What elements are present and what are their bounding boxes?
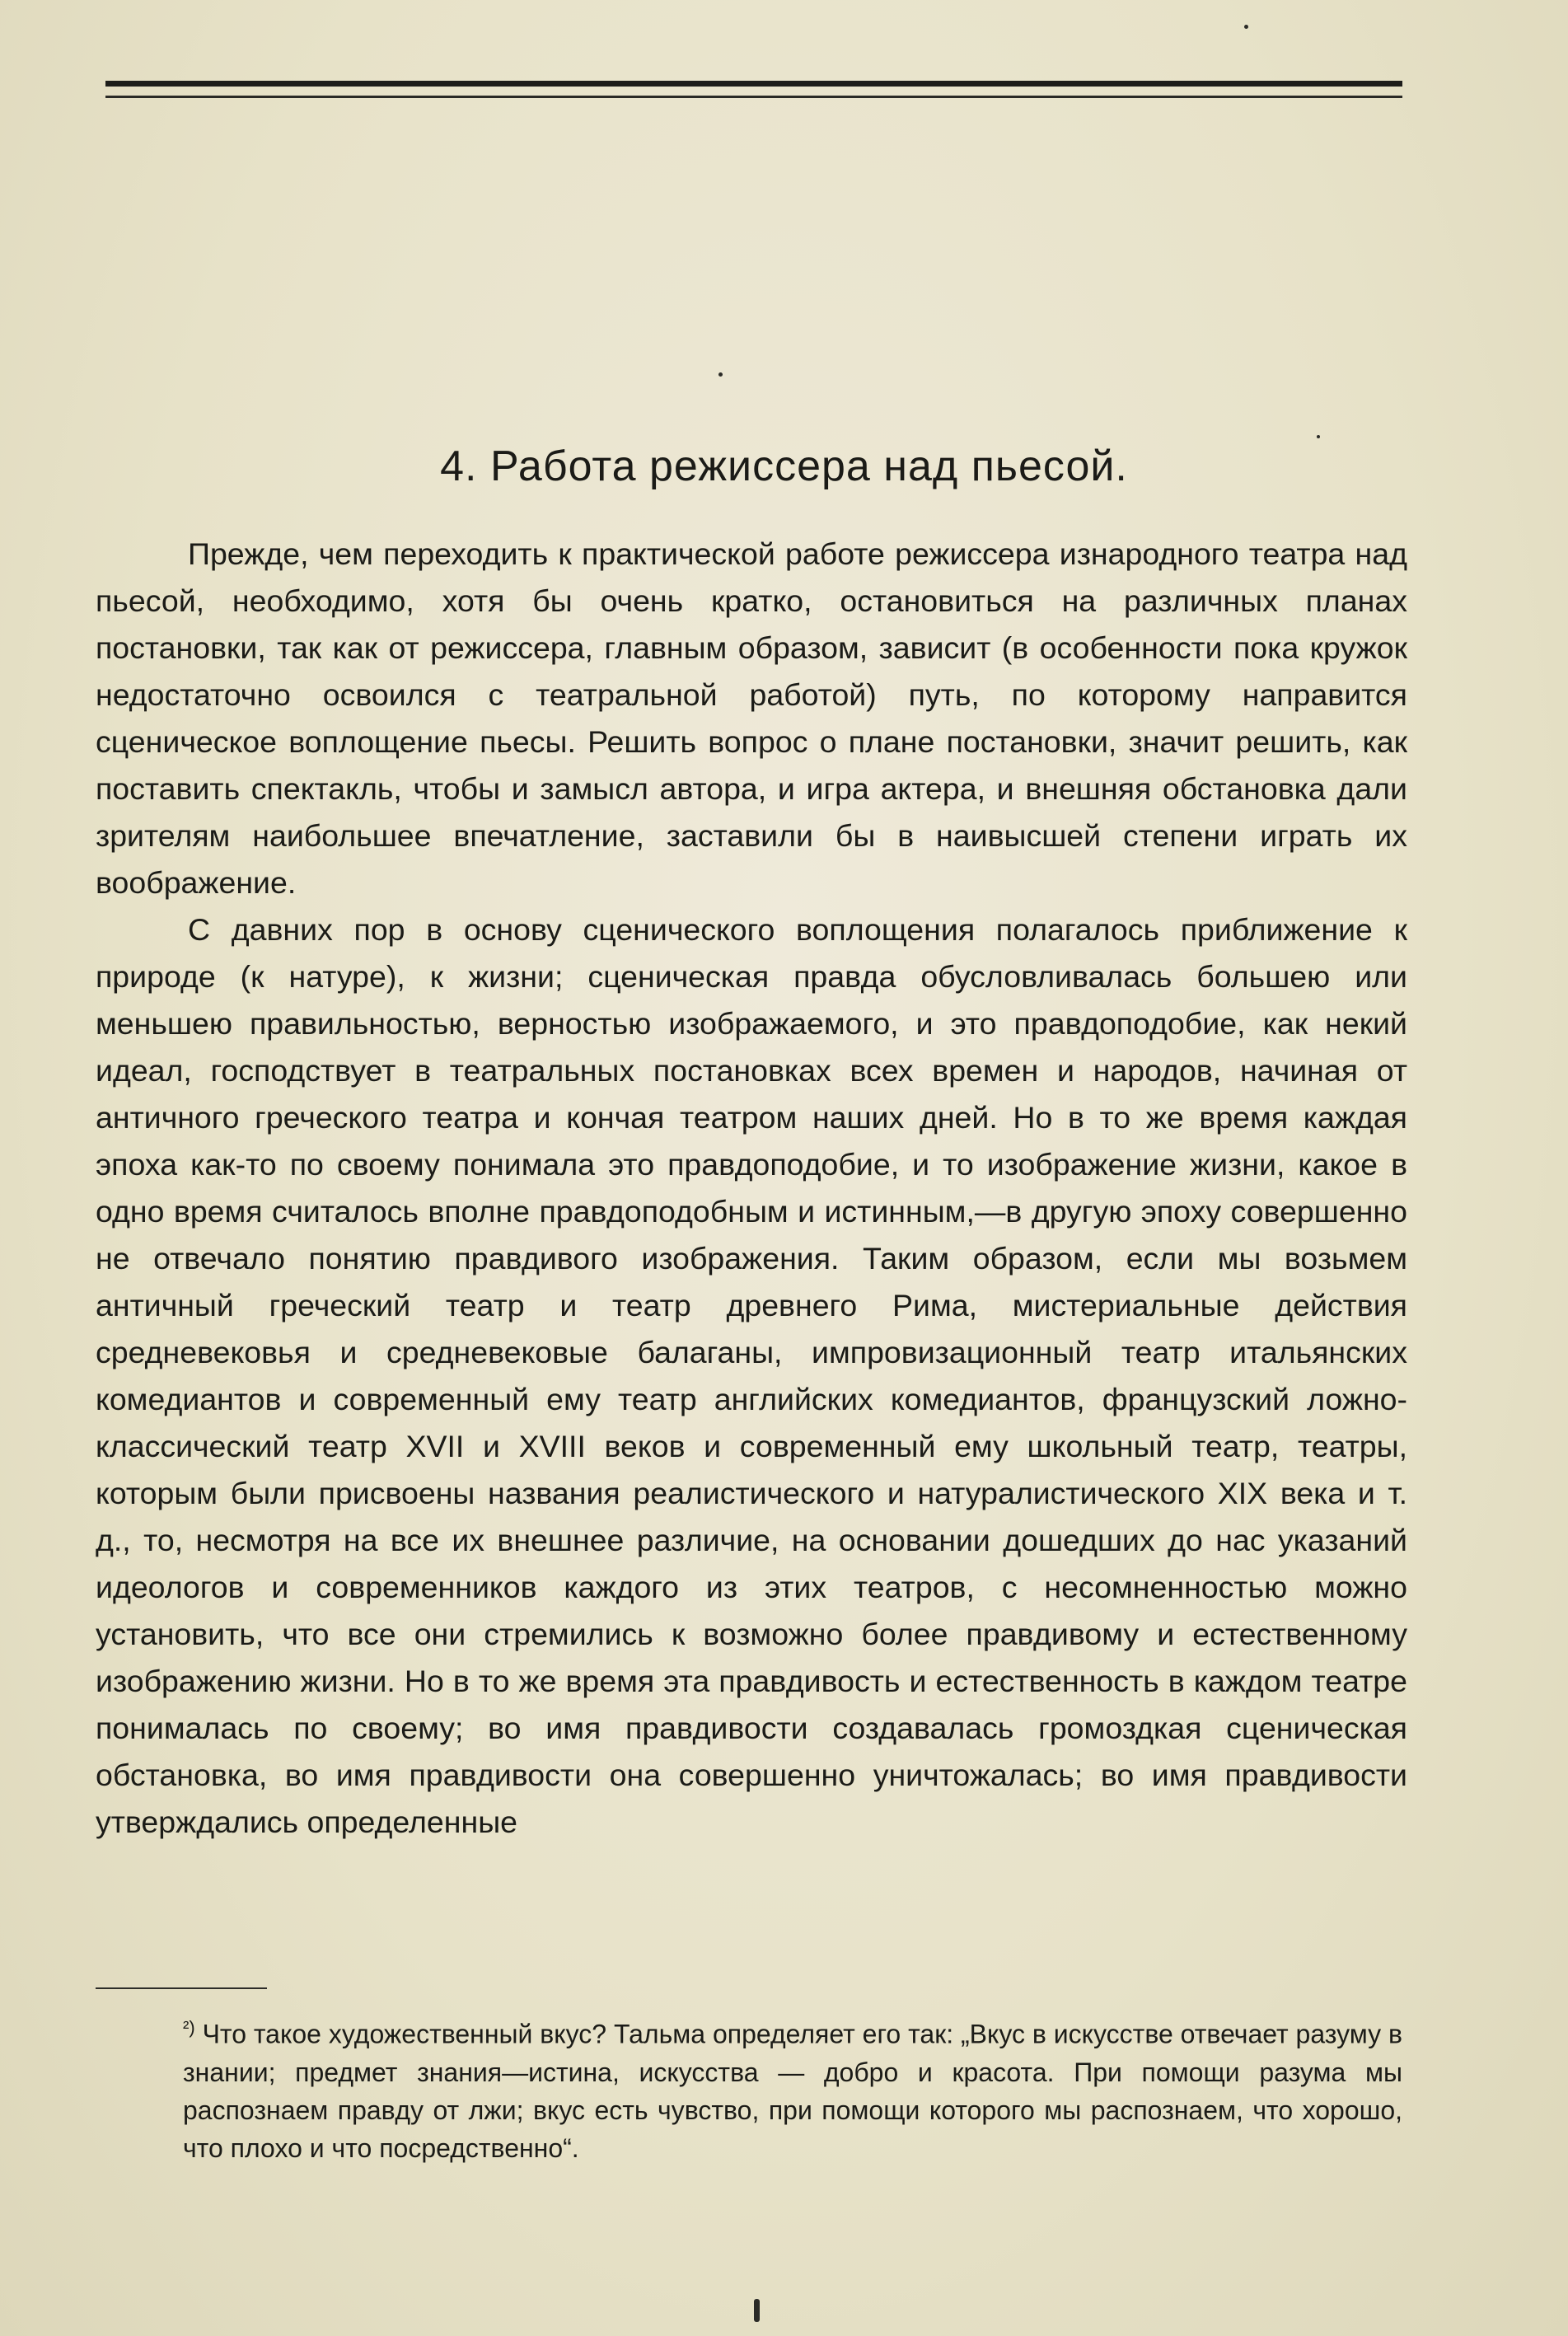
paragraph: С давних пор в основу сценического воплощения полагалось приближение к природе (к натуре), к жизни; сценическая правда обусловливалась большею или меньшею правильностью, верностью изображаемого, и это правдоподобие, как некий идеал, господствует в театральных постановках всех времен и народов, начиная от античного греческого театра и кончая театром наших дней. Но в то же время каждая эпоха как-то по своему понимала это правдоподобие, и то изображение жизни, какое в одно время считалось вполне правдоподобным и истинным,—в другую эпоху совершенно не отвечало понятию правдивого изображения. Таким образом, если мы возьмем античный греческий театр и театр древнего Рима, мистериальные действия средневековья и средневековые балаганы, импровизационный театр итальянских комедиантов и современный ему театр английских комедиантов, французский ложно-классический театр XVII и XVIII веков и современный ему школьный театр, театры, которым были присвоены названия реалистического и натуралистического XIX века и т. д., то, несмотря на все их внешнее различие, на основании дошедших до нас указаний идеологов и современников каждого из этих театров, с несомненностью можно установить, что все они стремились к возможно более правдивому и естественному изображению жизни. Но в то же время эта правдивость и естественность в каждом театре понималась по своему; во имя правдивости создавалась громоздкая сценическая обстановка, во имя правдивости она совершенно уничтожалась; во имя правдивости утверждались определенные [96, 912, 1407, 1839]
section-heading: 4. Работа режиссера над пьесой. [440, 442, 1128, 490]
header-rule-thick [105, 81, 1402, 87]
paragraph: Прежде, чем переходить к практической работе режиссера изнародного театра над пьесой, необходимо, хотя бы очень кратко, остановиться на различных планах постановки, так как от режиссера, главным образом, зависит (в особенности пока кружок недостаточно освоился с театральной работой) путь, по которому направится сценическое воплощение пьесы. Решить вопрос о плане постановки, значит решить, как поставить спектакль, чтобы и замысл автора, и игра актера, и внешняя обстановка дали зрителям наибольшее впечатление, заставили бы в наивысшей степени играть их воображение. [96, 536, 1407, 900]
ink-speck [1244, 25, 1248, 29]
footnote-mark: ²) [183, 2017, 195, 2038]
ink-speck [718, 372, 723, 377]
ink-speck [1317, 435, 1320, 438]
footnote [183, 2009, 1402, 2167]
footnote-separator [96, 1987, 267, 1989]
ink-speck [754, 2299, 760, 2322]
header-rule-thin [105, 96, 1402, 98]
body-text [96, 531, 1407, 1846]
footnote-text: Что такое художественный вкус? Тальма определяет его так: „Вкус в искусстве отвечает разуму в знании; предмет знания—истина, искусства — добро и красота. При помощи разума мы распознаем правду от лжи; вкус есть чувство, при помощи которого мы распознаем, что хорошо, что плохо и что посредственно“. [183, 2019, 1403, 2163]
